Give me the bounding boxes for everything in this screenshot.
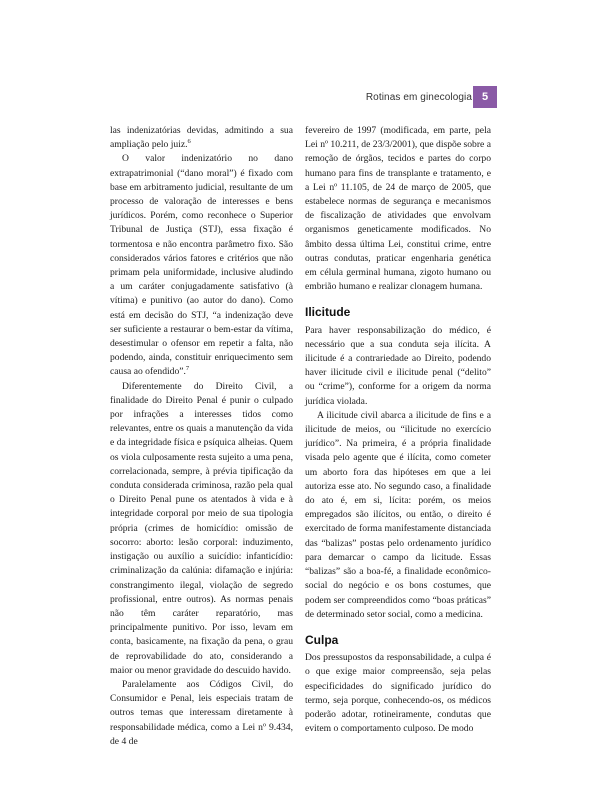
paragraph: Dos pressupostos da responsabilidade, a culpa é o que exige maior compreensão, seja pelas especificidades do significado jurídico do termo, seja porque, conhecendo-os, os médicos poderão adotar, rotineiramente, condutas que evitem o comportamento culposo. De modo <box>305 652 491 735</box>
footnote-ref: 7 <box>185 365 190 373</box>
paragraph: Diferentemente do Direito Civil, a finalidade do Direito Penal é punir o culpado por infrações a interesses tidos como relevantes, entre os quais a manutenção da vida e da integridade física e psíquica alheias. Quem os viola culposamente resta sujeito a uma pena, correlacionada, sempre, à prévia tipificação da conduta considerada criminosa, razão pela qual o Direito Penal pune os atentados à vida e à integridade corporal por meio de sua tipologia própria (crimes de homicídio: omissão de socorro: aborto: lesão corporal: induzimento, instigação ou auxílio a suicídio: infanticídio: criminalização da calúnia: difamação e injúria: constrangimento ilegal, violação de segredo profissional, entre outros). As normas penais não têm caráter reparatório, mas principalmente punitivo. Por isso, levam em conta, basicamente, na fixação da pena, o grau de reprovabilidade do ato, considerando a maior ou menor gravidade do descuido havido. <box>110 380 293 676</box>
footnote-ref: 6 <box>187 138 191 146</box>
paragraph: fevereiro de 1997 (modificada, em parte, pela Lei nº 10.211, de 23/3/2001), que dispõe sobre a remoção de órgãos, tecidos e partes do corpo humano para fins de transplante e tratamento, e a Lei nº 11.105, de 24 de março de 2005, que estabelece normas de segurança e mecanismos de fiscalização de atividades que envolvam organismos geneticamente modificados. No âmbito dessa última Lei, constitui crime, entre outras condutas, praticar engenharia genética em célula germinal humana, zigoto humano ou embrião humano e realizar clonagem humana. <box>305 125 491 293</box>
paragraph <box>110 152 293 379</box>
page-number-badge: 5 <box>473 86 497 108</box>
paragraph: A ilicitude civil abarca a ilicitude de fins e a ilicitude de meios, ou “ilicitude no exercício jurídico”. Na primeira, é a própria finalidade visada pelo agente que é ilícita, como cometer um aborto fora das hipóteses em que a lei autoriza esse ato. No segundo caso, a finalidade do ato é, em si, lícita: porém, os meios empregados são ilícitos, ou então, o direito é exercitado de forma manifestamente distanciada das “balizas” postas pelo ordenamento jurídico para demarcar o campo da licitude. Essas “balizas” são a boa-fé, a finalidade econômico-social do negócio e os bons costumes, que podem ser compreendidos como “boas práticas” de determinado setor social, como a medicina. <box>305 409 491 620</box>
section-heading-culpa: Culpa <box>305 632 339 647</box>
paragraph-text: las indenizatórias devidas, admitindo a sua ampliação pelo juiz. <box>110 125 293 151</box>
paragraph: Paralelamente aos Códigos Civil, do Consumidor e Penal, leis especiais tratam de outros temas que interessam diretamente à responsabilidade médica, como a Lei nº 9.434, de 4 de <box>110 678 293 747</box>
paragraph: Para haver responsabilização do médico, é necessário que a sua conduta seja ilícita. A ilicitude é a contrariedade ao Direito, podendo haver ilicitude civil e ilicitude penal (“delito” ou “crime”), conforme for a origem da norma jurídica violada. <box>305 324 491 407</box>
left-column <box>110 124 293 749</box>
paragraph-text: O valor indenizatório no dano extrapatrimonial (“dano moral”) é fixado com base em arbitramento judicial, resultante de um processo de valoração de interesses e bens jurídicos. Porém, como reconhece o Superior Tribunal de Justiça (STJ), essa fixação é tormentosa e não encontra parâmetro fixo. São considerados vários fatores e critérios que não primam pela uniformidade, inclusive aludindo a um caráter conjugadamente satisfativo (à vítima) e punitivo (ao autor do dano). Como está em decisão do STJ, “a indenização deve ser suficiente a restaurar o bem-estar da vítima, desestimular o ofensor em repetir a falta, não podendo, ainda, constituir enriquecimento sem causa ao ofendido”. <box>110 153 293 378</box>
paragraph <box>110 124 293 152</box>
right-column <box>305 124 491 736</box>
section-heading-ilicitude: Ilicitude <box>305 305 351 320</box>
running-head-title: Rotinas em ginecologia <box>365 92 472 103</box>
